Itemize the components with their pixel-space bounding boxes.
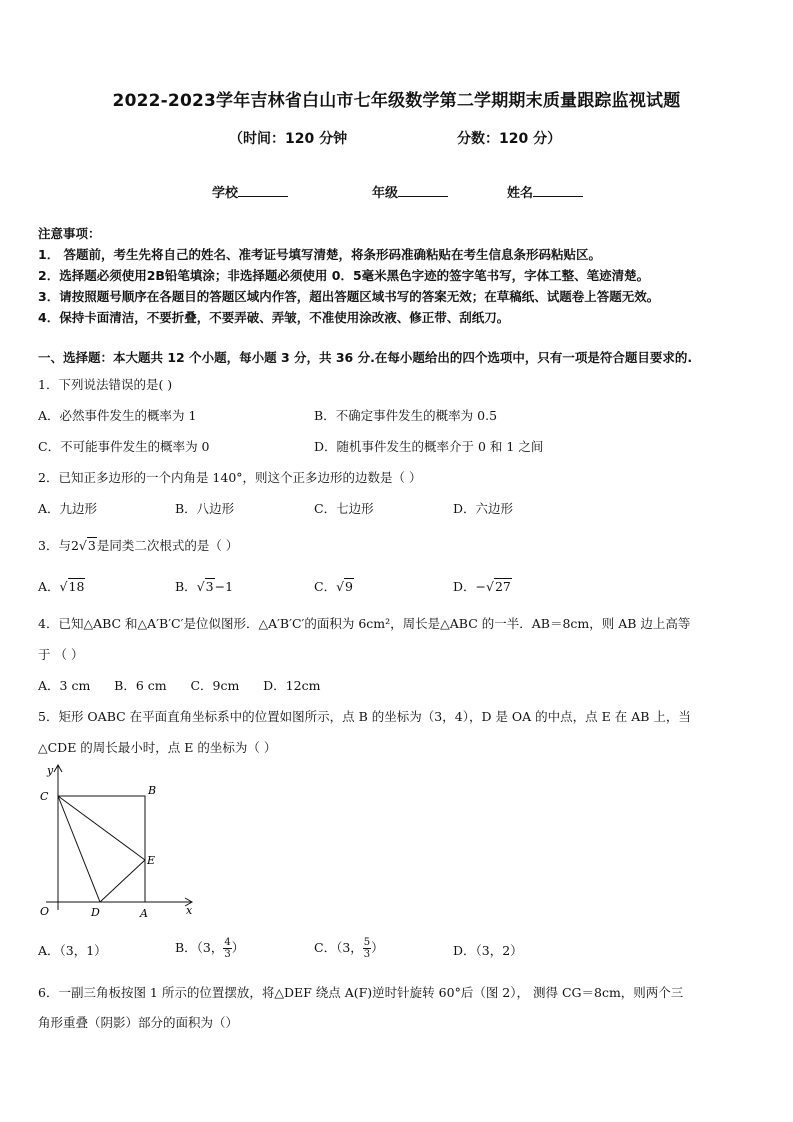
option-suffix: ） xyxy=(231,940,245,955)
question-2-option-c: C．七边形 xyxy=(314,501,374,516)
label-x: x xyxy=(186,904,193,917)
notes-item: 1． 答题前，考生先将自己的姓名、准考证号填写清楚，将条形码准确粘贴在考生信息条形码粘贴区。 xyxy=(38,247,602,262)
option-prefix: C．（3， xyxy=(314,940,363,955)
segment-de xyxy=(100,860,145,902)
question-4-options: A．3 cm B．6 cm C．9cm D．12cm xyxy=(38,678,321,693)
radical-sign: √ xyxy=(59,579,68,594)
question-6-stem-line1: 6．一副三角板按图 1 所示的位置摆放，将△DEF 绕点 A(F)逆时针旋转 60°后（图 2）， 测得 CG＝8cm，则两个三 xyxy=(38,985,684,1000)
name-field xyxy=(507,182,583,201)
option-label: D． xyxy=(453,579,476,594)
radical-sign: √ xyxy=(336,579,345,594)
question-3-option-a xyxy=(38,577,85,595)
option-radicand: 18 xyxy=(68,579,85,594)
notes-item: 4．保持卡面清洁，不要折叠，不要弄破、弄皱，不准使用涂改液、修正带、刮纸刀。 xyxy=(38,310,510,325)
question-3-post: 是同类二次根式的是（ ） xyxy=(96,538,239,553)
question-1-option-b: B．不确定事件发生的概率为 0.5 xyxy=(314,408,498,423)
question-3-option-b xyxy=(175,577,233,595)
question-1-option-a: A．必然事件发生的概率为 1 xyxy=(38,408,197,423)
label-c: C xyxy=(40,790,49,803)
fraction xyxy=(363,937,371,960)
radical-sign: √ xyxy=(78,538,87,553)
question-1-option-d: D．随机事件发生的概率介于 0 和 1 之间 xyxy=(314,439,544,454)
page-title: 2022-2023学年吉林省白山市七年级数学第二学期期末质量跟踪监视试题 xyxy=(112,91,681,111)
option-label: C． xyxy=(314,579,337,594)
school-blank xyxy=(238,184,288,197)
question-5-stem-line2: △CDE 的周长最小时，点 E 的坐标为（ ） xyxy=(38,740,277,755)
question-5-option-a: A．（3，1） xyxy=(38,943,107,958)
question-5-stem-line1: 5．矩形 OABC 在平面直角坐标系中的位置如图所示，点 B 的坐标为（3，4），D 是 OA 的中点，点 E 在 AB 上，当 xyxy=(38,709,691,724)
exam-score: 分数：120 分） xyxy=(457,131,562,147)
fraction-denominator: 3 xyxy=(363,949,371,960)
option-suffix: ） xyxy=(371,940,384,955)
school-label: 学校 xyxy=(212,186,239,201)
option-negative-sign: − xyxy=(475,579,487,594)
label-e: E xyxy=(147,854,156,867)
name-label: 姓名 xyxy=(507,186,534,201)
exam-time: （时间：120 分钟 xyxy=(229,131,348,147)
option-tail: −1 xyxy=(214,579,234,594)
question-2-option-a: A．九边形 xyxy=(38,501,98,516)
question-3-pre: 3．与 xyxy=(38,538,71,553)
question-5-option-b xyxy=(175,934,244,962)
question-4-stem-line2: 于 （ ） xyxy=(38,647,84,662)
fraction xyxy=(223,937,231,960)
question-4-stem-line1: 4．已知△ABC 和△A′B′C′是位似图形．△A′B′C′的面积为 6cm²，周长是△ABC 的一半．AB＝8cm，则 AB 边上高等 xyxy=(38,616,691,631)
fraction-numerator: 5 xyxy=(363,937,371,948)
notes-item: 2．选择题必须使用2B铅笔填涂；非选择题必须使用 0．5毫米黑色字迹的签字笔书写，字体工整、笔迹清楚。 xyxy=(38,268,650,283)
label-o: O xyxy=(40,905,50,918)
option-radicand: 9 xyxy=(345,579,353,594)
name-blank xyxy=(533,184,583,197)
fraction-numerator: 4 xyxy=(224,937,231,948)
question-2-stem: 2．已知正多边形的一个内角是 140°，则这个正多边形的边数是（ ） xyxy=(38,470,422,485)
notes-item: 3．请按照题号顺序在各题目的答题区域内作答，超出答题区域书写的答案无效；在草稿纸、试题卷上答题无效。 xyxy=(38,289,660,304)
question-1-option-c: C．不可能事件发生的概率为 0 xyxy=(38,439,210,454)
question-6-stem-line2: 角形重叠（阴影）部分的面积为（） xyxy=(38,1015,239,1030)
label-a: A xyxy=(140,907,148,920)
fraction-denominator: 3 xyxy=(224,949,231,960)
question-5-option-d: D．（3，2） xyxy=(453,943,523,958)
radical-sign: √ xyxy=(486,579,494,594)
grade-field xyxy=(372,182,448,201)
grade-blank xyxy=(398,184,448,197)
label-d: D xyxy=(91,906,100,919)
question-3-radicand: 3 xyxy=(87,538,96,553)
question-3-option-d xyxy=(453,577,512,595)
question-1-stem: 1．下列说法错误的是( ) xyxy=(38,377,173,392)
notes-heading: 注意事项： xyxy=(38,226,101,241)
question-2-option-b: B．八边形 xyxy=(175,501,235,516)
grade-label: 年级 xyxy=(372,186,399,201)
option-radicand: 27 xyxy=(494,579,511,594)
question-3-stem xyxy=(38,536,238,554)
question-3-coef: 2 xyxy=(70,538,79,553)
option-label: A． xyxy=(38,579,60,594)
option-radicand: 3 xyxy=(205,579,214,594)
rectangle-oabc xyxy=(58,796,145,902)
label-b: B xyxy=(148,784,157,797)
radical-sign: √ xyxy=(196,579,205,594)
option-label: B． xyxy=(175,579,197,594)
option-prefix: B．（3， xyxy=(175,940,224,955)
section-heading: 一、选择题：本大题共 12 个小题，每小题 3 分，共 36 分.在每小题给出的四个选项中，只有一项是符合题目要求的. xyxy=(38,350,693,365)
label-y: y xyxy=(47,764,54,777)
question-5-option-c xyxy=(314,934,384,962)
school-field xyxy=(212,182,288,201)
question-2-option-d: D．六边形 xyxy=(453,501,514,516)
question-3-option-c xyxy=(314,577,354,595)
question-5-figure xyxy=(36,760,196,920)
